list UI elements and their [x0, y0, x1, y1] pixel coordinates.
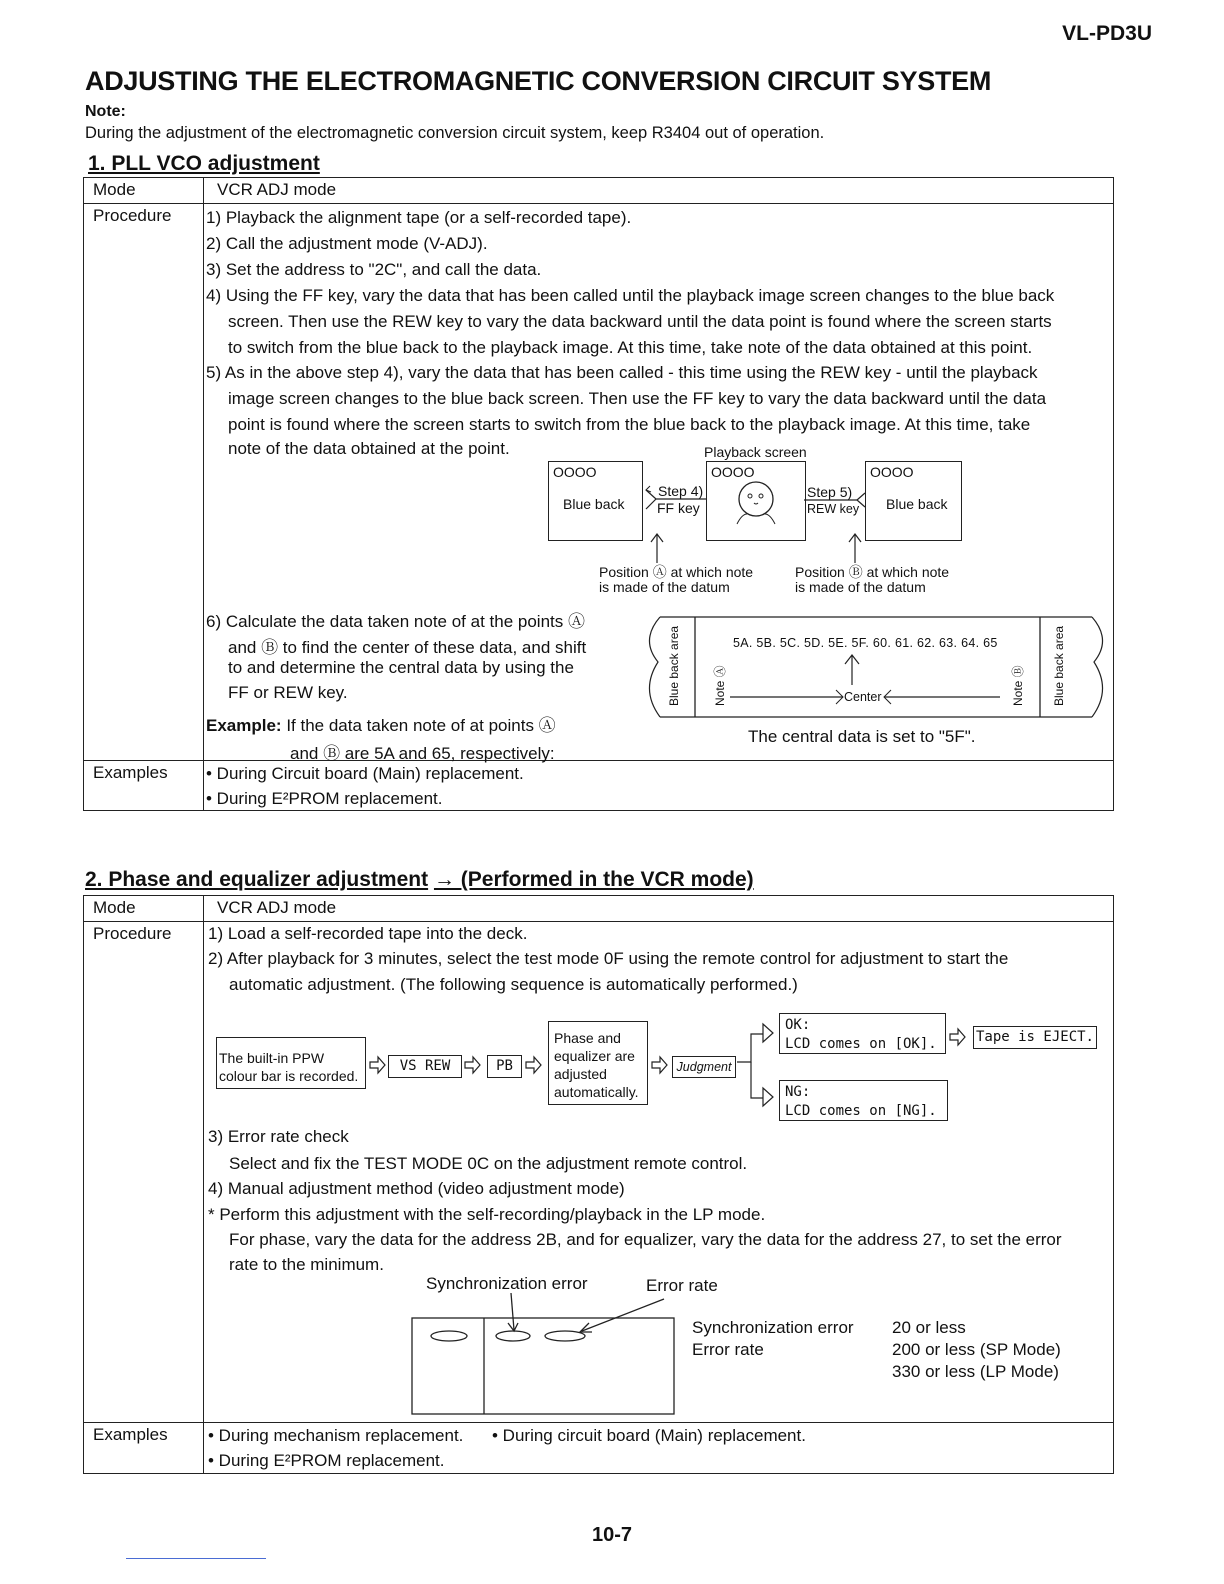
s1-step: 3) Set the address to "2C", and call the data.: [206, 260, 542, 279]
s1-step: 2) Call the adjustment mode (V-ADJ).: [206, 234, 488, 253]
spec-sync-label: Synchronization error: [692, 1318, 854, 1337]
s1-step6: and Ⓑ to find the center of these data, and shift: [228, 638, 587, 657]
flow-phase-line1: Phase and: [554, 1030, 621, 1046]
page-title: ADJUSTING THE ELECTROMAGNETIC CONVERSION CIRCUIT SYSTEM: [85, 66, 992, 96]
s1-step: 4) Using the FF key, vary the data that has been called until the playback image screen changes to the blue back: [206, 286, 1055, 305]
flow-ok-line1: OK:: [785, 1017, 811, 1033]
flow-phase-line3: adjusted: [554, 1066, 607, 1082]
flow-phase-line2: equalizer are: [554, 1048, 635, 1064]
flow-ng-line1: NG:: [785, 1084, 811, 1100]
flow-pb: PB: [487, 1055, 522, 1078]
example-text-2: and Ⓑ are 5A and 65, respectively:: [290, 744, 555, 763]
s2-step: 4) Manual adjustment method (video adjustment mode): [208, 1179, 625, 1198]
flow-vs-rew: VS REW: [388, 1055, 462, 1078]
s1-step6: FF or REW key.: [228, 683, 348, 702]
position-b-label: Position Ⓑ at which note: [795, 564, 950, 580]
spec-sync-value: 20 or less: [892, 1318, 966, 1337]
page-number: 10-7: [591, 1524, 633, 1546]
spec-rate-label: Error rate: [692, 1340, 764, 1359]
section1-heading-text: 1. PLL VCO adjustment: [88, 152, 320, 175]
example-label: Example:: [206, 716, 282, 735]
position-a-label: Position Ⓐ at which note: [599, 564, 754, 580]
s2-example-item: • During E²PROM replacement.: [208, 1451, 445, 1470]
center-label: Center: [844, 690, 882, 704]
flow-eject: Tape is EJECT.: [973, 1026, 1097, 1049]
flow-phase-line4: automatically.: [554, 1084, 639, 1100]
flow-builtin-line2: colour bar is recorded.: [219, 1068, 359, 1084]
counter-display: OOOO: [870, 464, 914, 480]
flow-judgment: Judgment: [672, 1056, 736, 1078]
s2-step: 3) Error rate check: [208, 1127, 349, 1146]
s1-step: 5) As in the above step 4), vary the data that has been called - this time using the REW key - until the playback: [206, 363, 1038, 382]
s1-step: screen. Then use the REW key to vary the data backward until the data point is found where the screen starts: [228, 312, 1052, 331]
s2-mode-value: VCR ADJ mode: [204, 896, 1114, 922]
s2-examples-label: Examples: [84, 1423, 204, 1474]
s1-example-item: • During E²PROM replacement.: [206, 789, 443, 808]
note-text: During the adjustment of the electromagnetic conversion circuit system, keep R3404 out of operation.: [85, 124, 825, 142]
playback-screen-label: Playback screen: [704, 444, 807, 460]
note-b-label: Note Ⓑ: [1011, 665, 1025, 706]
blue-back-label: Blue back: [563, 496, 625, 512]
s2-procedure-label: Procedure: [84, 922, 204, 1423]
s2-step: For phase, vary the data for the address 2B, and for equalizer, vary the data for the address 27, to set the error: [229, 1230, 1062, 1249]
flow-builtin-line1: The built-in PPW: [219, 1050, 325, 1066]
error-rate-label: Error rate: [646, 1276, 718, 1295]
s1-procedure-label: Procedure: [84, 204, 204, 761]
data-sequence: 5A. 5B. 5C. 5D. 5E. 5F. 60. 61. 62. 63. 64. 65: [733, 636, 998, 650]
s1-examples-label: Examples: [84, 761, 204, 811]
blue-back-area-right: Blue back area: [1052, 625, 1066, 706]
s1-mode-label: Mode: [84, 178, 204, 204]
s2-step: Select and fix the TEST MODE 0C on the adjustment remote control.: [229, 1154, 748, 1173]
central-data-result: The central data is set to "5F".: [748, 727, 976, 746]
model-number: VL-PD3U: [1062, 22, 1152, 45]
s2-step: 2) After playback for 3 minutes, select the test mode 0F using the remote control for adjustment to start the: [208, 949, 1009, 968]
s2-step: * Perform this adjustment with the self-recording/playback in the LP mode.: [208, 1205, 766, 1224]
ff-key-label: FF key: [657, 500, 700, 516]
blue-back-label: Blue back: [886, 496, 948, 512]
section2-heading-main: 2. Phase and equalizer adjustment: [85, 868, 429, 891]
s1-step: 1) Playback the alignment tape (or a self-recorded tape).: [206, 208, 632, 227]
s1-step: point is found where the screen starts to switch from the blue back to the playback image. At this time, take: [228, 415, 1031, 434]
s2-step: rate to the minimum.: [229, 1255, 384, 1274]
s1-example-item: • During Circuit board (Main) replacement.: [206, 764, 524, 783]
example-text: If the data taken note of at points Ⓐ: [286, 716, 556, 735]
position-b-label-2: is made of the datum: [795, 579, 926, 595]
s2-step: automatic adjustment. (The following sequence is automatically performed.): [229, 975, 798, 994]
step4-label: Step 4): [658, 483, 704, 499]
s2-example-item: • During mechanism replacement.: [208, 1426, 464, 1445]
spec-rate-lp: 330 or less (LP Mode): [892, 1362, 1059, 1381]
flow-ng-line2: LCD comes on [NG].: [785, 1103, 937, 1119]
s1-step6: to and determine the central data by using the: [228, 658, 574, 677]
s1-step: to switch from the blue back to the playback image. At this time, take note of the data obtained at this point.: [228, 338, 1033, 357]
step5-label: Step 5): [807, 484, 853, 500]
blue-back-area-left: Blue back area: [667, 625, 681, 706]
rew-key-label: REW key: [807, 502, 860, 516]
note-a-label: Note Ⓐ: [713, 665, 727, 706]
sync-error-label: Synchronization error: [426, 1274, 588, 1293]
s1-mode-value: VCR ADJ mode: [204, 178, 1114, 204]
s1-step: note of the data obtained at the point.: [228, 439, 510, 458]
position-a-label-2: is made of the datum: [599, 579, 730, 595]
s2-example-item: • During circuit board (Main) replacement.: [492, 1426, 806, 1445]
s1-step: image screen changes to the blue back screen. Then use the FF key to vary the data backward until the data: [228, 389, 1047, 408]
s2-step: 1) Load a self-recorded tape into the deck.: [208, 924, 528, 943]
section2-heading-tail: → (Performed in the VCR mode): [433, 868, 754, 891]
footer-rule: [126, 1558, 266, 1559]
flow-ok-line2: LCD comes on [OK].: [785, 1036, 937, 1052]
s2-mode-label: Mode: [84, 896, 204, 922]
spec-rate-sp: 200 or less (SP Mode): [892, 1340, 1061, 1359]
note-label: Note:: [85, 103, 126, 120]
s1-step6: 6) Calculate the data taken note of at the points Ⓐ: [206, 612, 585, 631]
counter-display: OOOO: [553, 464, 597, 480]
counter-display: OOOO: [711, 464, 755, 480]
